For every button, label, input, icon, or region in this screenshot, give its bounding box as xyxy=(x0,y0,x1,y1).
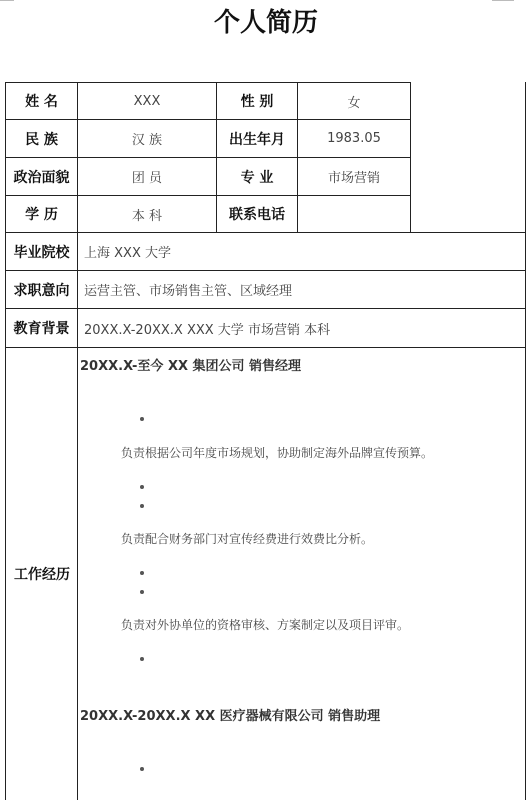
corner-mark-left xyxy=(0,0,14,1)
objective-label: 求职意向 xyxy=(5,270,78,309)
major-label: 专 业 xyxy=(216,157,298,196)
birth-label: 出生年月 xyxy=(216,119,298,158)
name-value: XXX xyxy=(77,82,217,120)
photo-area xyxy=(410,82,526,233)
job-title: 20XX.X-至今 XX 集团公司 销售经理 xyxy=(80,359,302,374)
job-title: 20XX.X-20XX.X XX 医疗器械有限公司 销售助理 xyxy=(80,709,381,724)
politics-label: 政治面貌 xyxy=(5,157,78,196)
birth-value: 1983.05 xyxy=(297,119,411,158)
phone-label: 联系电话 xyxy=(216,195,298,233)
work-content xyxy=(77,347,526,800)
corner-mark-right xyxy=(492,0,514,1)
degree-value: 本 科 xyxy=(77,195,217,233)
phone-value xyxy=(297,195,411,233)
education-label: 教育背景 xyxy=(5,308,78,348)
school-value: 上海 XXX 大学 xyxy=(77,232,526,271)
duty-item: 负责根据公司年度市场规划，协助制定海外品牌宣传预算。 xyxy=(121,446,434,460)
school-label: 毕业院校 xyxy=(5,232,78,271)
major-value: 市场营销 xyxy=(297,157,411,196)
list-bullet xyxy=(140,417,144,421)
gender-value: 女 xyxy=(297,82,411,120)
duty-item: 负责对外协单位的资格审核、方案制定以及项目评审。 xyxy=(121,618,410,632)
politics-value: 团 员 xyxy=(77,157,217,196)
name-label: 姓 名 xyxy=(5,82,78,120)
ethnicity-label: 民 族 xyxy=(5,119,78,158)
duty-item: 负责配合财务部门对宣传经费进行效费比分析。 xyxy=(121,532,374,546)
education-value: 20XX.X-20XX.X XXX 大学 市场营销 本科 xyxy=(77,308,526,348)
list-bullet xyxy=(140,485,144,489)
gender-label: 性 别 xyxy=(216,82,298,120)
list-bullet xyxy=(140,767,144,771)
objective-value: 运营主管、市场销售主管、区域经理 xyxy=(77,270,526,309)
list-bullet xyxy=(140,657,144,661)
degree-label: 学 历 xyxy=(5,195,78,233)
ethnicity-value: 汉 族 xyxy=(77,119,217,158)
list-bullet xyxy=(140,571,144,575)
page-title: 个人简历 xyxy=(213,8,318,38)
list-bullet xyxy=(140,504,144,508)
work-label: 工作经历 xyxy=(5,347,78,800)
list-bullet xyxy=(140,590,144,594)
